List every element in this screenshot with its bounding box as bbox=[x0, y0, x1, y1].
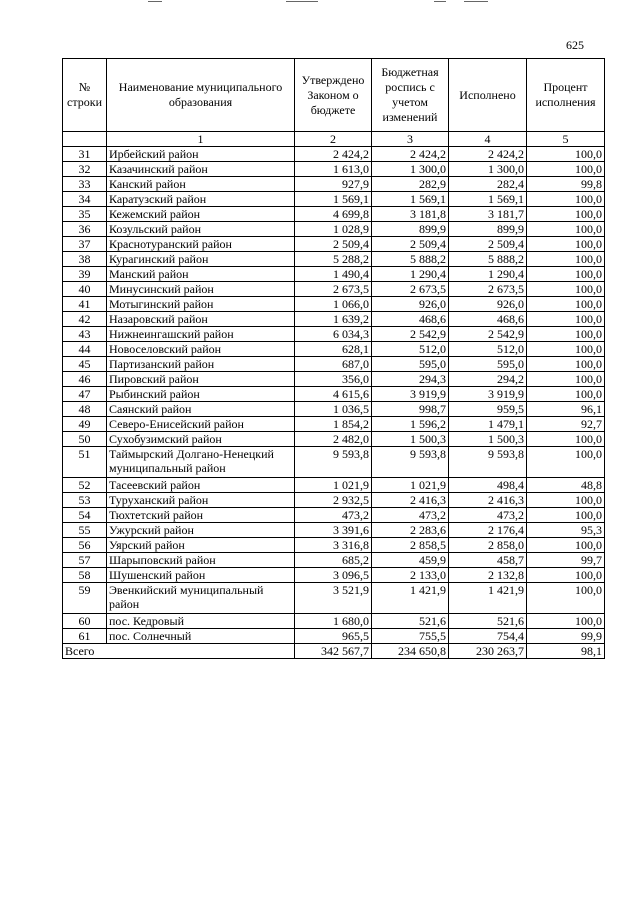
percent-value: 96,1 bbox=[527, 402, 605, 417]
municipality-name: Казачинский район bbox=[107, 162, 295, 177]
municipality-name: Минусинский район bbox=[107, 282, 295, 297]
row-number: 43 bbox=[63, 327, 107, 342]
municipality-name: Козульский район bbox=[107, 222, 295, 237]
table-row bbox=[63, 147, 605, 162]
table-row bbox=[63, 493, 605, 508]
budget-value: 1 021,9 bbox=[372, 478, 449, 493]
column-index: 4 bbox=[449, 132, 527, 147]
percent-value: 100,0 bbox=[527, 327, 605, 342]
percent-value: 100,0 bbox=[527, 222, 605, 237]
percent-value: 100,0 bbox=[527, 568, 605, 583]
executed-value: 3 181,7 bbox=[449, 207, 527, 222]
row-number: 40 bbox=[63, 282, 107, 297]
table-row bbox=[63, 432, 605, 447]
header-name: Наименование муниципального образования bbox=[107, 59, 295, 132]
executed-value: 959,5 bbox=[449, 402, 527, 417]
budget-value: 9 593,8 bbox=[372, 447, 449, 478]
row-number: 33 bbox=[63, 177, 107, 192]
budget-value: 595,0 bbox=[372, 357, 449, 372]
executed-value: 2 509,4 bbox=[449, 237, 527, 252]
municipality-name: Пировский район bbox=[107, 372, 295, 387]
percent-value: 92,7 bbox=[527, 417, 605, 432]
budget-value: 2 542,9 bbox=[372, 327, 449, 342]
table-row bbox=[63, 297, 605, 312]
municipality-name: Ужурский район bbox=[107, 523, 295, 538]
budget-value: 1 596,2 bbox=[372, 417, 449, 432]
budget-value: 998,7 bbox=[372, 402, 449, 417]
row-number: 37 bbox=[63, 237, 107, 252]
executed-value: 1 479,1 bbox=[449, 417, 527, 432]
approved-value: 1 021,9 bbox=[295, 478, 372, 493]
budget-table bbox=[62, 58, 605, 659]
executed-value: 754,4 bbox=[449, 629, 527, 644]
percent-value: 100,0 bbox=[527, 252, 605, 267]
row-number: 58 bbox=[63, 568, 107, 583]
percent-value: 100,0 bbox=[527, 447, 605, 478]
row-number: 59 bbox=[63, 583, 107, 614]
approved-value: 3 521,9 bbox=[295, 583, 372, 614]
percent-value: 100,0 bbox=[527, 432, 605, 447]
row-number: 60 bbox=[63, 614, 107, 629]
percent-value: 100,0 bbox=[527, 372, 605, 387]
approved-value: 4 615,6 bbox=[295, 387, 372, 402]
budget-value: 2 133,0 bbox=[372, 568, 449, 583]
approved-value: 2 482,0 bbox=[295, 432, 372, 447]
municipality-name: Рыбинский район bbox=[107, 387, 295, 402]
header-row-no: № строки bbox=[63, 59, 107, 132]
row-number: 35 bbox=[63, 207, 107, 222]
approved-value: 4 699,8 bbox=[295, 207, 372, 222]
table-row bbox=[63, 207, 605, 222]
approved-value: 1 569,1 bbox=[295, 192, 372, 207]
executed-value: 468,6 bbox=[449, 312, 527, 327]
percent-value: 100,0 bbox=[527, 282, 605, 297]
total-label: Всего bbox=[63, 644, 295, 659]
budget-value: 512,0 bbox=[372, 342, 449, 357]
budget-value: 755,5 bbox=[372, 629, 449, 644]
budget-value: 1 300,0 bbox=[372, 162, 449, 177]
table-row bbox=[63, 447, 605, 478]
page-number: 625 bbox=[566, 38, 584, 52]
header-approved: Утверждено Законом о бюджете bbox=[295, 59, 372, 132]
budget-value: 2 424,2 bbox=[372, 147, 449, 162]
approved-value: 9 593,8 bbox=[295, 447, 372, 478]
total-executed: 230 263,7 bbox=[449, 644, 527, 659]
approved-value: 965,5 bbox=[295, 629, 372, 644]
budget-value: 2 416,3 bbox=[372, 493, 449, 508]
top-edge-marks bbox=[0, 0, 640, 6]
executed-value: 521,6 bbox=[449, 614, 527, 629]
budget-value: 1 421,9 bbox=[372, 583, 449, 614]
percent-value: 100,0 bbox=[527, 342, 605, 357]
row-number: 46 bbox=[63, 372, 107, 387]
percent-value: 100,0 bbox=[527, 614, 605, 629]
table-row bbox=[63, 192, 605, 207]
row-number: 47 bbox=[63, 387, 107, 402]
approved-value: 927,9 bbox=[295, 177, 372, 192]
municipality-name: Саянский район bbox=[107, 402, 295, 417]
percent-value: 48,8 bbox=[527, 478, 605, 493]
budget-value: 3 919,9 bbox=[372, 387, 449, 402]
row-number: 45 bbox=[63, 357, 107, 372]
table-row bbox=[63, 614, 605, 629]
approved-value: 1 680,0 bbox=[295, 614, 372, 629]
table-row bbox=[63, 523, 605, 538]
row-number: 54 bbox=[63, 508, 107, 523]
municipality-name: Новоселовский район bbox=[107, 342, 295, 357]
budget-value: 3 181,8 bbox=[372, 207, 449, 222]
column-index: 5 bbox=[527, 132, 605, 147]
executed-value: 1 300,0 bbox=[449, 162, 527, 177]
row-number: 56 bbox=[63, 538, 107, 553]
row-number: 55 bbox=[63, 523, 107, 538]
percent-value: 100,0 bbox=[527, 583, 605, 614]
budget-value: 1 500,3 bbox=[372, 432, 449, 447]
table-row bbox=[63, 252, 605, 267]
executed-value: 2 132,8 bbox=[449, 568, 527, 583]
table-row bbox=[63, 327, 605, 342]
municipality-name: Сухобузимский район bbox=[107, 432, 295, 447]
budget-value: 899,9 bbox=[372, 222, 449, 237]
municipality-name: Уярский район bbox=[107, 538, 295, 553]
budget-value: 2 509,4 bbox=[372, 237, 449, 252]
approved-value: 2 509,4 bbox=[295, 237, 372, 252]
percent-value: 100,0 bbox=[527, 237, 605, 252]
total-percent: 98,1 bbox=[527, 644, 605, 659]
table-row bbox=[63, 237, 605, 252]
header-executed: Исполнено bbox=[449, 59, 527, 132]
table-row bbox=[63, 538, 605, 553]
executed-value: 2 416,3 bbox=[449, 493, 527, 508]
column-index bbox=[63, 132, 107, 147]
executed-value: 282,4 bbox=[449, 177, 527, 192]
executed-value: 294,2 bbox=[449, 372, 527, 387]
municipality-name: Кежемский район bbox=[107, 207, 295, 222]
municipality-name: Канский район bbox=[107, 177, 295, 192]
row-number: 34 bbox=[63, 192, 107, 207]
percent-value: 100,0 bbox=[527, 357, 605, 372]
percent-value: 100,0 bbox=[527, 538, 605, 553]
budget-value: 1 569,1 bbox=[372, 192, 449, 207]
percent-value: 100,0 bbox=[527, 267, 605, 282]
executed-value: 2 542,9 bbox=[449, 327, 527, 342]
budget-value: 459,9 bbox=[372, 553, 449, 568]
approved-value: 1 639,2 bbox=[295, 312, 372, 327]
approved-value: 1 613,0 bbox=[295, 162, 372, 177]
budget-value: 2 673,5 bbox=[372, 282, 449, 297]
municipality-name: Назаровский район bbox=[107, 312, 295, 327]
budget-value: 473,2 bbox=[372, 508, 449, 523]
header-row bbox=[63, 59, 605, 132]
budget-value: 5 888,2 bbox=[372, 252, 449, 267]
executed-value: 458,7 bbox=[449, 553, 527, 568]
executed-value: 1 569,1 bbox=[449, 192, 527, 207]
table-row bbox=[63, 342, 605, 357]
column-index: 2 bbox=[295, 132, 372, 147]
percent-value: 100,0 bbox=[527, 312, 605, 327]
executed-value: 9 593,8 bbox=[449, 447, 527, 478]
column-index-row bbox=[63, 132, 605, 147]
budget-value: 2 858,5 bbox=[372, 538, 449, 553]
approved-value: 687,0 bbox=[295, 357, 372, 372]
approved-value: 3 316,8 bbox=[295, 538, 372, 553]
row-number: 44 bbox=[63, 342, 107, 357]
row-number: 36 bbox=[63, 222, 107, 237]
municipality-name: Ирбейский район bbox=[107, 147, 295, 162]
table-row bbox=[63, 357, 605, 372]
header-percent: Процент исполнения bbox=[527, 59, 605, 132]
percent-value: 100,0 bbox=[527, 297, 605, 312]
municipality-name: Тасеевский район bbox=[107, 478, 295, 493]
approved-value: 2 424,2 bbox=[295, 147, 372, 162]
executed-value: 2 176,4 bbox=[449, 523, 527, 538]
row-number: 38 bbox=[63, 252, 107, 267]
budget-value: 294,3 bbox=[372, 372, 449, 387]
row-number: 39 bbox=[63, 267, 107, 282]
executed-value: 2 673,5 bbox=[449, 282, 527, 297]
executed-value: 899,9 bbox=[449, 222, 527, 237]
approved-value: 5 288,2 bbox=[295, 252, 372, 267]
municipality-name: Курагинский район bbox=[107, 252, 295, 267]
percent-value: 100,0 bbox=[527, 508, 605, 523]
executed-value: 1 500,3 bbox=[449, 432, 527, 447]
percent-value: 100,0 bbox=[527, 147, 605, 162]
percent-value: 99,8 bbox=[527, 177, 605, 192]
row-number: 48 bbox=[63, 402, 107, 417]
total-budget: 234 650,8 bbox=[372, 644, 449, 659]
percent-value: 100,0 bbox=[527, 207, 605, 222]
percent-value: 100,0 bbox=[527, 162, 605, 177]
budget-value: 2 283,6 bbox=[372, 523, 449, 538]
approved-value: 1 854,2 bbox=[295, 417, 372, 432]
approved-value: 473,2 bbox=[295, 508, 372, 523]
percent-value: 100,0 bbox=[527, 493, 605, 508]
row-number: 31 bbox=[63, 147, 107, 162]
municipality-name: Таймырский Долгано-Ненецкий муниципальный район bbox=[107, 447, 295, 478]
approved-value: 2 673,5 bbox=[295, 282, 372, 297]
total-approved: 342 567,7 bbox=[295, 644, 372, 659]
municipality-name: Нижнеингашский район bbox=[107, 327, 295, 342]
executed-value: 1 421,9 bbox=[449, 583, 527, 614]
row-number: 61 bbox=[63, 629, 107, 644]
percent-value: 99,9 bbox=[527, 629, 605, 644]
table-row bbox=[63, 553, 605, 568]
budget-value: 926,0 bbox=[372, 297, 449, 312]
municipality-name: пос. Кедровый bbox=[107, 614, 295, 629]
row-number: 50 bbox=[63, 432, 107, 447]
budget-value: 282,9 bbox=[372, 177, 449, 192]
row-number: 41 bbox=[63, 297, 107, 312]
municipality-name: Шарыповский район bbox=[107, 553, 295, 568]
approved-value: 1 490,4 bbox=[295, 267, 372, 282]
executed-value: 595,0 bbox=[449, 357, 527, 372]
percent-value: 100,0 bbox=[527, 387, 605, 402]
executed-value: 498,4 bbox=[449, 478, 527, 493]
table-row bbox=[63, 629, 605, 644]
municipality-name: Эвенкийский муниципальный район bbox=[107, 583, 295, 614]
table-row bbox=[63, 387, 605, 402]
row-number: 49 bbox=[63, 417, 107, 432]
approved-value: 1 066,0 bbox=[295, 297, 372, 312]
table-row bbox=[63, 177, 605, 192]
executed-value: 512,0 bbox=[449, 342, 527, 357]
row-number: 52 bbox=[63, 478, 107, 493]
approved-value: 685,2 bbox=[295, 553, 372, 568]
row-number: 42 bbox=[63, 312, 107, 327]
table-body bbox=[63, 147, 605, 644]
table-row bbox=[63, 267, 605, 282]
row-number: 53 bbox=[63, 493, 107, 508]
municipality-name: Манский район bbox=[107, 267, 295, 282]
municipality-name: Мотыгинский район bbox=[107, 297, 295, 312]
table-row bbox=[63, 312, 605, 327]
executed-value: 3 919,9 bbox=[449, 387, 527, 402]
municipality-name: Северо-Енисейский район bbox=[107, 417, 295, 432]
table-row bbox=[63, 417, 605, 432]
approved-value: 2 932,5 bbox=[295, 493, 372, 508]
table-row bbox=[63, 568, 605, 583]
municipality-name: Каратузский район bbox=[107, 192, 295, 207]
approved-value: 3 391,6 bbox=[295, 523, 372, 538]
header-budget: Бюджетная роспись с учетом изменений bbox=[372, 59, 449, 132]
table-row bbox=[63, 282, 605, 297]
row-number: 32 bbox=[63, 162, 107, 177]
approved-value: 3 096,5 bbox=[295, 568, 372, 583]
row-number: 51 bbox=[63, 447, 107, 478]
executed-value: 5 888,2 bbox=[449, 252, 527, 267]
table-row bbox=[63, 478, 605, 493]
approved-value: 356,0 bbox=[295, 372, 372, 387]
executed-value: 2 424,2 bbox=[449, 147, 527, 162]
approved-value: 628,1 bbox=[295, 342, 372, 357]
municipality-name: пос. Солнечный bbox=[107, 629, 295, 644]
table-row bbox=[63, 222, 605, 237]
row-number: 57 bbox=[63, 553, 107, 568]
municipality-name: Тюхтетский район bbox=[107, 508, 295, 523]
table-row bbox=[63, 372, 605, 387]
approved-value: 1 028,9 bbox=[295, 222, 372, 237]
executed-value: 473,2 bbox=[449, 508, 527, 523]
column-index: 3 bbox=[372, 132, 449, 147]
executed-value: 926,0 bbox=[449, 297, 527, 312]
approved-value: 6 034,3 bbox=[295, 327, 372, 342]
municipality-name: Краснотуранский район bbox=[107, 237, 295, 252]
municipality-name: Партизанский район bbox=[107, 357, 295, 372]
budget-value: 1 290,4 bbox=[372, 267, 449, 282]
total-row bbox=[63, 644, 605, 659]
budget-value: 468,6 bbox=[372, 312, 449, 327]
municipality-name: Шушенский район bbox=[107, 568, 295, 583]
percent-value: 99,7 bbox=[527, 553, 605, 568]
executed-value: 2 858,0 bbox=[449, 538, 527, 553]
table-row bbox=[63, 508, 605, 523]
percent-value: 100,0 bbox=[527, 192, 605, 207]
table-row bbox=[63, 583, 605, 614]
table-row bbox=[63, 402, 605, 417]
executed-value: 1 290,4 bbox=[449, 267, 527, 282]
table-row bbox=[63, 162, 605, 177]
column-index: 1 bbox=[107, 132, 295, 147]
approved-value: 1 036,5 bbox=[295, 402, 372, 417]
percent-value: 95,3 bbox=[527, 523, 605, 538]
budget-value: 521,6 bbox=[372, 614, 449, 629]
municipality-name: Туруханский район bbox=[107, 493, 295, 508]
